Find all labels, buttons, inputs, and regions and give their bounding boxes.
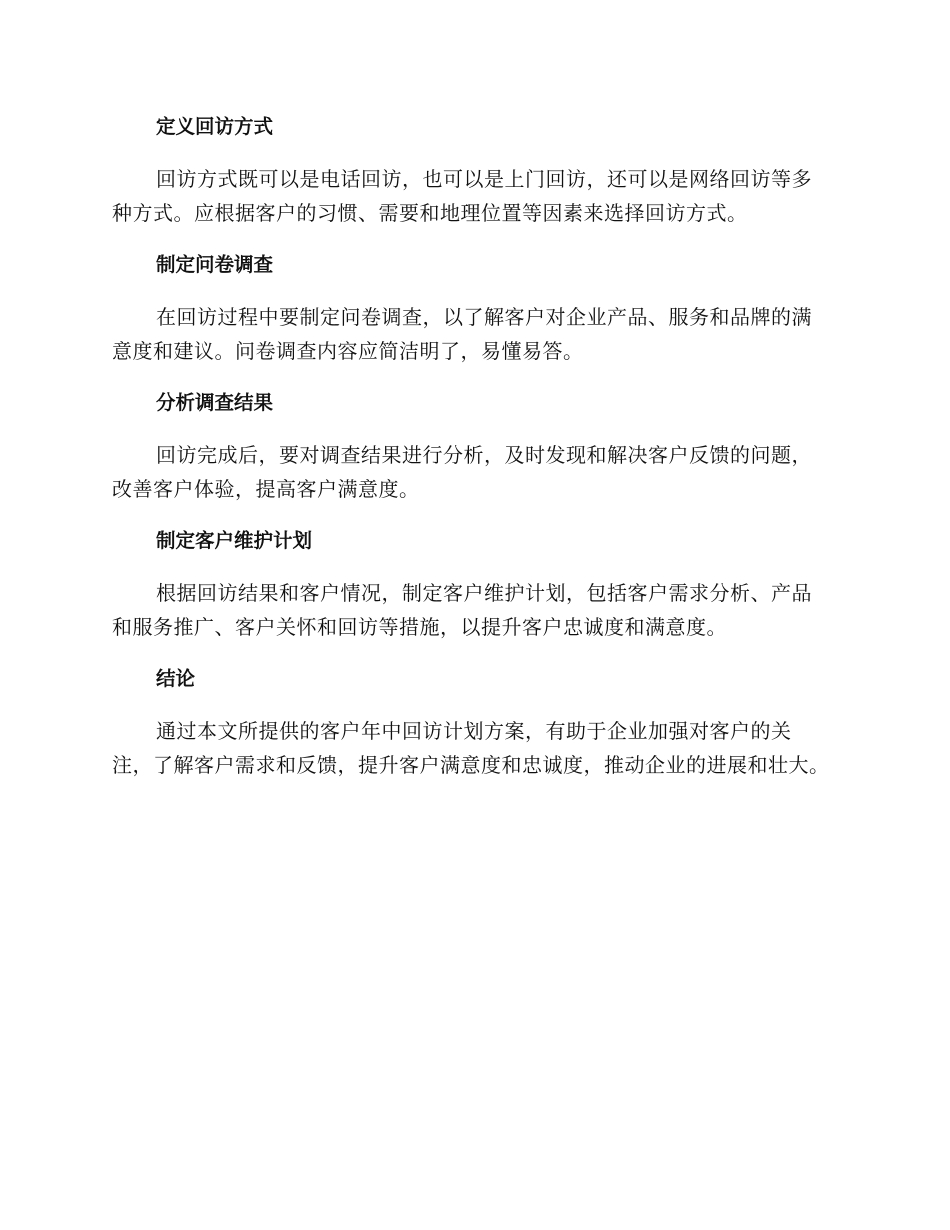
section-paragraph: 在回访过程中要制定问卷调查，以了解客户对企业产品、服务和品牌的满意度和建议。问卷调查内容应简洁明了，易懂易答。 xyxy=(112,305,812,363)
section-paragraph: 根据回访结果和客户情况，制定客户维护计划，包括客户需求分析、产品和服务推广、客户关怀和回访等措施，以提升客户忠诚度和满意度。 xyxy=(112,581,812,639)
section-heading: 制定问卷调查 xyxy=(156,253,274,276)
section-maintenance-plan xyxy=(112,524,832,644)
section-conclusion xyxy=(112,662,832,782)
section-heading: 制定客户维护计划 xyxy=(156,529,313,552)
section-define-method xyxy=(112,110,832,230)
document-body xyxy=(112,110,832,800)
section-heading: 结论 xyxy=(156,667,196,690)
section-paragraph: 通过本文所提供的客户年中回访计划方案，有助于企业加强对客户的关注，了解客户需求和反馈，提升客户满意度和忠诚度，推动企业的进展和壮大。 xyxy=(112,719,830,777)
section-paragraph: 回访完成后，要对调查结果进行分析，及时发现和解决客户反馈的问题，改善客户体验，提高客户满意度。 xyxy=(112,443,812,501)
section-paragraph: 回访方式既可以是电话回访，也可以是上门回访，还可以是网络回访等多种方式。应根据客户的习惯、需要和地理位置等因素来选择回访方式。 xyxy=(112,167,812,225)
section-heading: 分析调查结果 xyxy=(156,391,274,414)
section-questionnaire xyxy=(112,248,832,368)
section-analysis xyxy=(112,386,832,506)
section-heading: 定义回访方式 xyxy=(156,115,274,138)
